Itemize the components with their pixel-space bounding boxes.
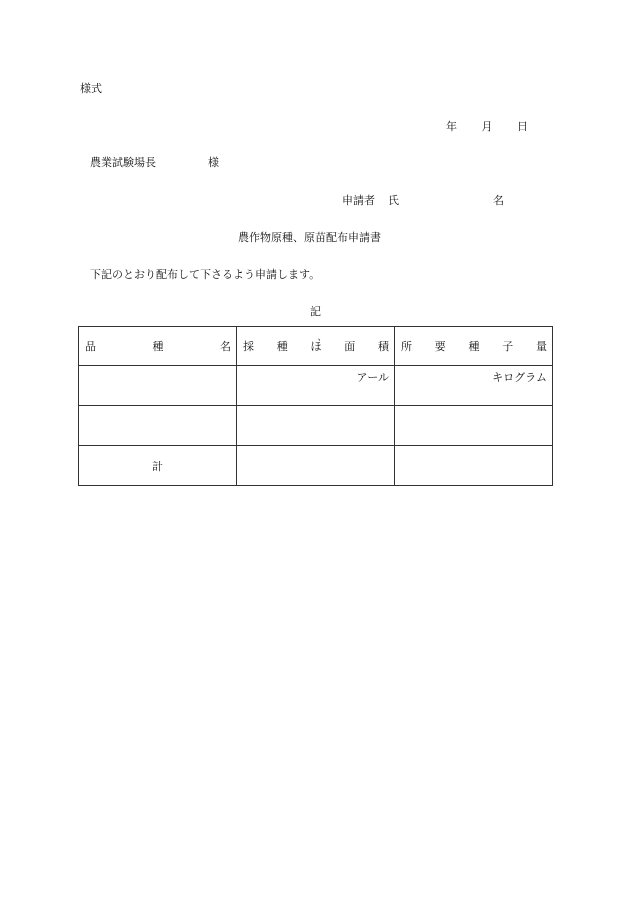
applicant-surname-char: 氏 (388, 194, 399, 207)
header-char: 量 (536, 340, 547, 353)
header-char: 子 (502, 340, 514, 353)
date-month: 月 (481, 120, 493, 133)
total-amount-cell[interactable] (395, 446, 553, 486)
total-area-cell[interactable] (237, 446, 395, 486)
addressee-honorific: 様 (208, 156, 219, 169)
date-line (446, 121, 528, 132)
table-row (79, 366, 553, 406)
variety-cell[interactable] (79, 366, 237, 406)
total-label: 計 (79, 446, 237, 486)
header-char: 採 (243, 340, 254, 353)
table-total-row (79, 446, 553, 486)
table-row (79, 406, 553, 446)
applicant-name-char: 名 (493, 194, 504, 207)
area-cell[interactable] (237, 406, 395, 446)
unit-kilogram: キログラム (492, 371, 547, 384)
header-char: 種 (152, 340, 164, 353)
amount-cell[interactable] (395, 366, 553, 406)
header-char: 種 (468, 340, 480, 353)
form-label: 様式 (80, 82, 102, 95)
header-char: 品 (85, 340, 96, 353)
header-char: 積 (378, 340, 389, 353)
document-title: 農作物原種、原苗配布申請書 (238, 231, 381, 244)
header-char: 所 (401, 340, 412, 353)
header-char: 名 (220, 340, 231, 353)
header-char: ほ 、 (311, 338, 322, 354)
date-year: 年 (446, 120, 457, 133)
table-header-row (79, 327, 553, 366)
header-char: 種 (276, 340, 288, 353)
unit-are: アール (356, 371, 389, 384)
ki-heading: 記 (310, 305, 321, 318)
header-char: 要 (434, 340, 446, 353)
header-variety-name (79, 327, 237, 366)
header-char: 面 (344, 340, 356, 353)
amount-cell[interactable] (395, 406, 553, 446)
applicant-label: 申請者 (342, 194, 375, 207)
body-text: 下記のとおり配布して下さるよう申請します。 (90, 268, 321, 281)
area-cell[interactable] (237, 366, 395, 406)
application-table (78, 326, 553, 486)
addressee-name: 農業試験場長 (90, 156, 156, 169)
header-seed-field-area (237, 327, 395, 366)
date-day: 日 (517, 120, 528, 133)
header-required-seed-amount (395, 327, 553, 366)
variety-cell[interactable] (79, 406, 237, 446)
